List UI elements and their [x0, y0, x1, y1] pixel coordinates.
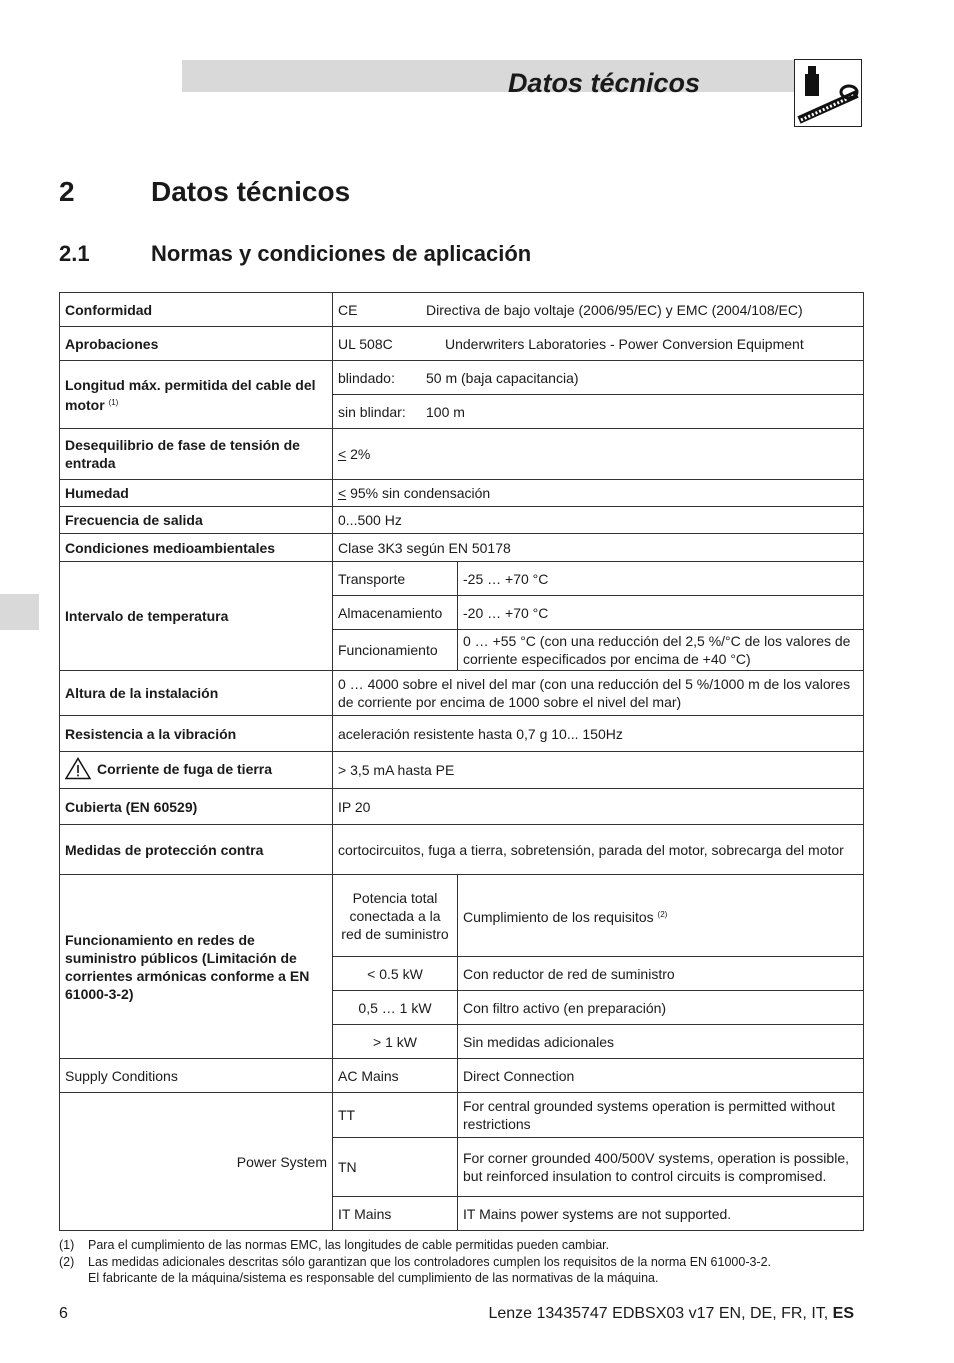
table-row [60, 875, 864, 957]
row-value: Clase 3K3 según EN 50178 [333, 534, 864, 562]
spec-table [59, 292, 864, 1231]
supply-connection: Direct Connection [458, 1059, 864, 1093]
row-value: IP 20 [333, 789, 864, 825]
row-label: Frecuencia de salida [60, 507, 333, 534]
table-row [60, 562, 864, 596]
power-value: < 0.5 kW [333, 957, 458, 991]
row-label: Longitud máx. permitida del cable del motor $^{(1)}$ [60, 361, 333, 429]
warning-triangle-icon [65, 757, 91, 784]
row-label: Medidas de protección contra [60, 825, 333, 875]
temp-name: Transporte [333, 562, 458, 596]
row-value: < 95% sin condensación [333, 480, 864, 507]
temp-name: Almacenamiento [333, 596, 458, 630]
row-value: sin blindar: 100 m [333, 395, 864, 429]
row-label: Funcionamiento en redes de suministro públicos (Limitación de corrientes armónicas conforme a EN 61000-3-2) [60, 875, 333, 1059]
row-value: UL 508C Underwriters Laboratories - Power Conversion Equipment [333, 327, 864, 361]
row-value: aceleración resistente hasta 0,7 g 10... 150Hz [333, 716, 864, 752]
table-row [60, 1059, 864, 1093]
footnotes [59, 1237, 869, 1287]
row-label: Supply Conditions [60, 1059, 333, 1093]
row-value: 0 … 4000 sobre el nivel del mar (con una reducción del 5 %/1000 m de los valores de corriente por encima de 1000 sobre el nivel del mar) [333, 671, 864, 716]
row-value: 0...500 Hz [333, 507, 864, 534]
req-value: Con reductor de red de suministro [458, 957, 864, 991]
power-value: > 1 kW [333, 1025, 458, 1059]
footnote: (2) Las medidas adicionales descritas sólo garantizan que los controladores cumplen los requisitos de la norma EN 61000-3-2. [59, 1254, 772, 1269]
temp-name: Funcionamiento [333, 630, 458, 671]
document-reference: Lenze 13435747 EDBSX03 v17 EN, DE, FR, IT, ES [488, 1305, 854, 1322]
scale-measure-icon [794, 59, 862, 127]
row-label: Humedad [60, 480, 333, 507]
row-label: Intervalo de temperatura [60, 562, 333, 671]
table-row [60, 293, 864, 327]
row-label: Altura de la instalación [60, 671, 333, 716]
row-label: Corriente de fuga de tierra [60, 752, 333, 789]
temp-value: -25 … +70 °C [458, 562, 864, 596]
page-number: 6 [59, 1305, 68, 1322]
chapter-heading: 2 Datos técnicos [59, 176, 351, 207]
req-value: Con filtro activo (en preparación) [458, 991, 864, 1025]
system-desc: IT Mains power systems are not supported. [458, 1197, 864, 1231]
system-type: TN [333, 1138, 458, 1197]
table-row [60, 825, 864, 875]
row-label: Power System [60, 1093, 333, 1231]
row-value: blindado: 50 m (baja capacitancia) [333, 361, 864, 395]
footnote: El fabricante de la máquina/sistema es responsable del cumplimiento de las normativas de la máquina. [88, 1271, 659, 1285]
row-value: cortocircuitos, fuga a tierra, sobretensión, parada del motor, sobrecarga del motor [333, 825, 864, 875]
row-value: CE Directiva de bajo voltaje (2006/95/EC) y EMC (2004/108/EC) [333, 293, 864, 327]
temp-value: 0 … +55 °C (con una reducción del 2,5 %/°C de los valores de corriente especificados por encima de +40 °C) [458, 630, 864, 671]
table-row [60, 361, 864, 395]
table-row [60, 480, 864, 507]
row-label: Cubierta (EN 60529) [60, 789, 333, 825]
system-type: TT [333, 1093, 458, 1138]
temp-value: -20 … +70 °C [458, 596, 864, 630]
row-value: < 2% [333, 429, 864, 480]
table-row [60, 789, 864, 825]
power-header: Potencia total conectada a la red de suministro [333, 875, 458, 957]
footnote: (1) Para el cumplimiento de las normas EMC, las longitudes de cable permitidas pueden cambiar. [59, 1238, 610, 1252]
system-desc: For central grounded systems operation is permitted without restrictions [458, 1093, 864, 1138]
table-row [60, 752, 864, 789]
table-row [60, 671, 864, 716]
table-row [60, 429, 864, 480]
row-label: Resistencia a la vibración [60, 716, 333, 752]
table-row [60, 507, 864, 534]
req-header: Cumplimiento de los requisitos $^{(2)}$ [458, 875, 864, 957]
section-heading: 2.1 Normas y condiciones de aplicación [59, 241, 532, 266]
row-label: Aprobaciones [60, 327, 333, 361]
side-tab [0, 594, 39, 630]
power-value: 0,5 … 1 kW [333, 991, 458, 1025]
system-desc: For corner grounded 400/500V systems, operation is possible, but reinforced insulation to control circuits is compromised. [458, 1138, 864, 1197]
req-value: Sin medidas adicionales [458, 1025, 864, 1059]
row-label: Condiciones medioambientales [60, 534, 333, 562]
row-label: Conformidad [60, 293, 333, 327]
row-label: Desequilibrio de fase de tensión de entrada [60, 429, 333, 480]
table-row [60, 327, 864, 361]
system-type: IT Mains [333, 1197, 458, 1231]
header-title: Datos técnicos [507, 68, 700, 98]
table-row [60, 1093, 864, 1138]
table-row [60, 534, 864, 562]
table-row [60, 716, 864, 752]
row-value: > 3,5 mA hasta PE [333, 752, 864, 789]
supply-type: AC Mains [333, 1059, 458, 1093]
